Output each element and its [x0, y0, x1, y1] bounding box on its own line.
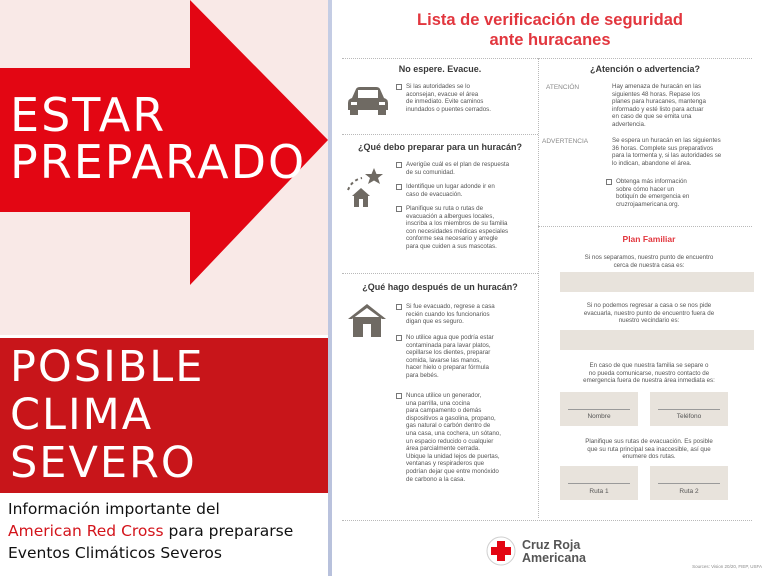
text-line: no pueda comunicarse, nuestro contacto de [588, 369, 710, 377]
sources-note: Sources: Vision 20/20, FIEP, USFA [692, 564, 762, 569]
text-line: Si nos separamos, nuestro punto de encuentro [584, 254, 714, 261]
text-line: sobre cómo hacer un [616, 185, 675, 193]
despues-heading: ¿Qué hago después de un huracán? [362, 282, 518, 292]
checklist-item [406, 183, 538, 198]
text-line: advertencia. [612, 120, 646, 128]
plan-paragraph [544, 302, 754, 325]
text-line: comida, lavarse las manos, [406, 356, 481, 364]
text-line: Se espera un huracán en las siguientes [612, 137, 721, 144]
document-title [332, 10, 768, 50]
divider-line [342, 58, 752, 59]
text-line: inscriba a los miembros de su familia [406, 220, 508, 228]
checkbox[interactable] [396, 184, 402, 190]
text-line: de su comunidad. [406, 168, 455, 176]
text-line: una parrilla, una cocina [406, 399, 470, 407]
text-line: conforme sea necesario y arregle [406, 235, 498, 243]
text-line: para campamento o demás [406, 407, 482, 415]
checklist-item [406, 161, 538, 176]
logo-line: Americana [522, 551, 586, 565]
text-line: gas natural o carbón dentro de [406, 422, 491, 430]
cruz-roja-logo-text [522, 539, 586, 565]
text-line: evacuación a albergues locales, [406, 212, 495, 220]
text-line: digan que es seguro. [406, 318, 464, 326]
advertencia-label: ADVERTENCIA [542, 138, 589, 145]
meeting-point-outside-field[interactable] [560, 330, 754, 350]
text-line: emergencia fuera de nuestra área inmediata es: [583, 377, 715, 385]
checkbox[interactable] [396, 393, 402, 399]
field-line [658, 409, 720, 410]
checklist-item [406, 392, 538, 483]
divider-line [342, 520, 752, 521]
text-line: evacuarla, nuestro punto de encuentro fuera de [583, 309, 715, 317]
plan-familiar-title: Plan Familiar [622, 234, 676, 244]
atencion-label: ATENCIÓN [546, 84, 580, 91]
text-line: Obtenga más información [616, 178, 687, 185]
text-line: Ubique la unidad lejos de puertas, [406, 452, 500, 460]
nombre-label: Nombre [587, 413, 611, 420]
text-line: dispositivos a gasolina, propano, [406, 414, 496, 422]
atencion-text [612, 83, 752, 129]
text-line: Planifique sus rutas de evacuación. Es posible [585, 438, 713, 445]
checklist-item [406, 303, 538, 326]
plan-paragraph [544, 254, 754, 269]
text-line: caso de evacuación. [406, 190, 463, 198]
text-line: para que cuiden a sus mascotas. [406, 242, 497, 250]
left-banner [0, 0, 330, 576]
text-line: nuestro vecindario es: [618, 317, 680, 325]
text-line: con necesidades médicas especiales [406, 227, 509, 235]
posible-clima-severo-heading [10, 343, 310, 487]
checklist-item [406, 334, 538, 380]
text-line: Identifique un lugar adonde ir en [406, 183, 495, 190]
divider-line [538, 58, 539, 518]
no-espere-heading: No espere. Evacue. [398, 64, 482, 74]
text-line: 36 horas. Complete sus preparativos [612, 144, 714, 152]
text-line: Planifique su ruta o rutas de [406, 205, 484, 212]
info-kit-text [616, 178, 746, 208]
text-line: para bebés. [406, 371, 439, 379]
text-line: en caso de que se emita una [612, 113, 692, 121]
divider-line [342, 273, 538, 274]
field-line [568, 409, 630, 410]
text-line: Averigüe cuál es el plan de respuesta [406, 161, 510, 168]
text-line: siguientes 48 horas. Repase los [612, 90, 701, 98]
text-line: cerca de nuestra casa es: [613, 261, 685, 269]
plan-paragraph [544, 362, 754, 385]
checkbox[interactable] [396, 335, 402, 341]
field-line [568, 483, 630, 484]
plan-paragraph [544, 438, 754, 461]
checkbox[interactable] [396, 162, 402, 168]
checklist-item [406, 205, 538, 251]
text-line: lo indican, abandone el área. [612, 159, 692, 167]
ruta-2-label: Ruta 2 [679, 488, 699, 495]
text-line: de inmediato. Evite caminos [406, 98, 484, 106]
divider-line [342, 134, 538, 135]
american-red-cross-text: American Red Cross [8, 522, 164, 540]
text-line: que su ruta principal sea inaccesible, así que [587, 445, 711, 453]
text-line: planes para huracanes, mantenga [612, 98, 706, 106]
no-espere-text [406, 83, 536, 113]
info-line: Eventos Climáticos Severos [8, 544, 222, 562]
text-line: enumere dos rutas. [622, 453, 676, 461]
logo-line: Cruz Roja [522, 538, 581, 552]
checkbox[interactable] [606, 179, 612, 185]
text-line: Si las autoridades se lo [406, 83, 470, 90]
text-line: para la tormenta y, si las autoridades se [612, 152, 722, 160]
text-line: área parcialmente cerrada. [406, 445, 480, 453]
text-line: Hay amenaza de huracán en las [612, 83, 702, 90]
text-line: recién cuando los funcionarios [406, 310, 490, 318]
text-line: cruzrojaamericana.org. [616, 200, 680, 208]
text-line: En caso de que nuestra familia se separe o [589, 362, 709, 369]
checkbox[interactable] [396, 206, 402, 212]
text-line: cepillarse los dientes, preparar [406, 349, 491, 357]
estar-preparado-heading [10, 88, 310, 189]
alerta-heading: ¿Atención o advertencia? [589, 64, 701, 74]
text-line: hacer hielo o preparar fórmula [406, 364, 489, 372]
house-icon [346, 302, 388, 338]
info-line: Información importante del [8, 500, 220, 518]
car-icon [346, 84, 390, 116]
text-line: un espacio reducido o cualquier [406, 437, 494, 445]
red-cross-icon [486, 536, 516, 566]
text-line: No utilice agua que podría estar [406, 334, 494, 341]
advertencia-text [612, 137, 752, 167]
text-line: ventanas y respiraderos que [406, 460, 485, 468]
meeting-point-near-field[interactable] [560, 272, 754, 292]
heading-line: SEVERO [10, 438, 197, 488]
text-line: Si fue evacuado, regrese a casa [406, 303, 495, 310]
heading-line: POSIBLE [10, 342, 205, 392]
field-line [658, 483, 720, 484]
heading-line: PREPARADO [10, 135, 307, 189]
info-text: para prepararse [163, 522, 294, 540]
title-line: ante huracanes [489, 31, 611, 49]
text-line: contaminada para lavar platos, [406, 341, 491, 349]
heading-line: CLIMA [10, 390, 154, 440]
title-line: Lista de verificación de seguridad [417, 11, 683, 29]
text-line: Nunca utilice un generador, [406, 392, 482, 399]
text-line: Si no podemos regresar a casa o se nos pide [586, 302, 712, 309]
hurricane-checklist-document [332, 0, 768, 576]
text-line: botiquín de emergencia en [616, 193, 690, 201]
text-line: inundados o puentes cerrados. [406, 105, 491, 113]
info-line [8, 520, 330, 542]
checkbox[interactable] [396, 84, 402, 90]
text-line: aconsejan, evacue el área [406, 90, 479, 98]
antes-heading: ¿Qué debo preparar para un huracán? [357, 142, 523, 152]
text-line: una casa, una cochera, un sótano, [406, 429, 501, 437]
ruta-1-label: Ruta 1 [589, 488, 609, 495]
house-star-icon [344, 166, 390, 208]
info-caption [8, 498, 330, 564]
text-line: de carbono a la casa. [406, 475, 466, 483]
checkbox[interactable] [396, 304, 402, 310]
telefono-label: Teléfono [676, 413, 702, 420]
divider-line [538, 226, 752, 227]
heading-line: ESTAR [10, 88, 167, 142]
text-line: podrían dejar que entre monóxido [406, 467, 499, 475]
text-line: informado y esté listo para actuar [612, 105, 704, 113]
